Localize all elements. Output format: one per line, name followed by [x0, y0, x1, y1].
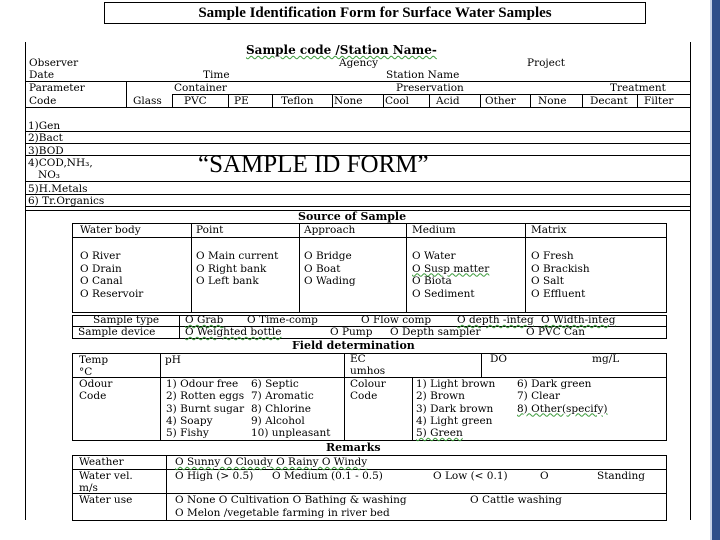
odour-option: 4) Soapy: [166, 414, 213, 427]
param-col-divider: [228, 94, 229, 107]
odour-label: Odour: [79, 378, 113, 390]
sample-type-label: Sample type: [93, 314, 160, 326]
source-option: O Wading: [304, 275, 356, 287]
param-row: 3)BOD: [28, 145, 64, 157]
odour-option: 8) Chlorine: [251, 402, 311, 415]
source-option: O Sediment: [412, 287, 475, 300]
water-vel-option: O High (> 0.5): [175, 470, 254, 482]
param-row: 1)Gen: [28, 120, 61, 132]
source-option: O Susp matter: [412, 262, 490, 275]
sample-device-option: O PVC Can: [526, 326, 586, 338]
source-option: O River: [80, 250, 121, 262]
colour-option: 8) Other(specify): [517, 402, 608, 415]
water-vel-option: O: [540, 470, 549, 482]
source-option: O Drain: [80, 262, 122, 275]
sample-device-option: O Pump: [330, 326, 373, 338]
preservation-label: Preservation: [396, 82, 464, 94]
param-col-cool: Cool: [385, 95, 410, 107]
remarks-title: Remarks: [326, 441, 381, 454]
param-row: 5)H.Metals: [28, 183, 88, 195]
project-label: Project: [527, 57, 565, 69]
colour-option: 4) Light green: [416, 414, 493, 427]
treatment-label: Treatment: [610, 82, 666, 94]
param-col-divider: [332, 94, 333, 107]
param-col-divider: [172, 94, 173, 107]
odour-option: 10) unpleasant: [251, 427, 331, 440]
date-label: Date: [29, 69, 55, 81]
do-unit: mg/L: [592, 353, 620, 365]
weather-label: Weather: [79, 456, 124, 468]
field-divider-2: [344, 353, 345, 441]
station-name-label: Station Name: [386, 69, 460, 81]
sample-type-option: O Time-comp: [247, 314, 318, 326]
param-col-divider: [272, 94, 273, 107]
code-label: Code: [29, 95, 57, 107]
sample-type-option: O Flow comp: [361, 314, 432, 326]
param-row-line: [25, 181, 691, 182]
odour-option: 5) Fishy: [166, 427, 209, 440]
param-col-other: Other: [485, 95, 516, 107]
sample-type-option: O Width-integ: [541, 314, 616, 326]
sample-device-option: O Weighted bottle: [185, 326, 282, 338]
remarks-divider: [166, 455, 167, 521]
source-option: O Reservoir: [80, 287, 144, 300]
water-use-label: Water use: [79, 494, 133, 506]
param-row: 6) Tr.Organics: [28, 195, 105, 207]
weather-options: O Sunny O Cloudy O Rainy O Windy: [175, 456, 368, 468]
param-col-filter: Filter: [644, 95, 674, 107]
watermark-text: “SAMPLE ID FORM”: [198, 151, 429, 178]
colour-label: Colour: [350, 378, 386, 390]
colour-option: 6) Dark green: [517, 378, 592, 390]
param-col-decant: Decant: [590, 95, 628, 107]
slide-edge-bar: [712, 0, 720, 540]
param-col-none: None: [334, 95, 363, 107]
source-option: O Canal: [80, 275, 123, 287]
source-divider-1: [191, 223, 192, 313]
sample-type-divider: [179, 315, 180, 339]
temp-label: Temp: [79, 354, 109, 366]
form-title: Sample Identification Form for Surface Water Samples: [104, 2, 646, 24]
source-option: O Water: [412, 250, 456, 262]
field-divider-1: [160, 353, 161, 441]
source-header: Medium: [412, 224, 456, 236]
odour-code-label: Code: [79, 390, 107, 402]
water-use-options-2: O Cattle washing: [470, 494, 562, 506]
param-row-line: [25, 194, 691, 195]
colour-option: 1) Light brown: [416, 378, 496, 390]
source-option: O Salt: [531, 275, 564, 287]
odour-option: 1) Odour free: [166, 378, 239, 390]
water-vel-unit: m/s: [79, 482, 98, 494]
param-col-pe: PE: [234, 95, 249, 107]
source-option: O Effluent: [531, 287, 586, 300]
colour-option: 5) Green: [416, 427, 463, 440]
source-option: O Bridge: [304, 250, 352, 262]
param-col-divider: [637, 94, 638, 107]
source-divider-4: [525, 223, 526, 313]
temp-unit: °C: [79, 366, 93, 378]
param-table-top: [25, 81, 691, 82]
field-title: Field determination: [292, 339, 415, 352]
param-col-glass: Glass: [133, 95, 162, 107]
param-col-none: None: [538, 95, 567, 107]
source-header: Matrix: [531, 224, 567, 236]
param-col-divider: [530, 94, 531, 107]
source-divider-2: [299, 223, 300, 313]
param-col-divider: [429, 94, 430, 107]
colour-option: 2) Brown: [416, 390, 465, 403]
param-row: 2)Bact: [28, 132, 63, 144]
odour-option: 7) Aromatic: [251, 390, 314, 403]
source-title: Source of Sample: [298, 210, 407, 223]
water-vel-option: O Low (< 0.1): [433, 470, 508, 482]
colour-code-label: Code: [350, 390, 378, 402]
field-divider-3: [412, 377, 413, 441]
colour-option: 7) Clear: [517, 390, 560, 403]
sample-type-option: O depth -integ: [457, 314, 534, 326]
param-col-divider: [480, 94, 481, 107]
source-option: O Main current: [196, 250, 279, 262]
source-option: O Boat: [304, 262, 341, 275]
water-use-options-3: O Melon /vegetable farming in river bed: [175, 507, 390, 519]
colour-option: 3) Dark brown: [416, 402, 494, 415]
source-option: O Biota: [412, 275, 452, 287]
time-label: Time: [203, 69, 230, 81]
source-header-line: [72, 237, 667, 238]
water-vel-option: O Medium (0.1 - 0.5): [272, 470, 383, 482]
source-option: O Brackish: [531, 262, 590, 275]
agency-label: Agency: [339, 57, 379, 69]
source-header: Water body: [80, 224, 141, 236]
param-col-divider: [582, 94, 583, 107]
odour-option: 6) Septic: [251, 378, 299, 390]
param-row: 4)COD,NH₃,: [28, 157, 93, 169]
water-vel-label: Water vel.: [79, 470, 133, 482]
water-vel-option: Standing: [597, 470, 645, 482]
source-header: Approach: [304, 224, 356, 236]
observer-label: Observer: [29, 57, 79, 69]
odour-option: 9) Alcohol: [251, 414, 305, 427]
ec-label: EC: [350, 353, 366, 365]
param-row-line: [25, 206, 691, 207]
container-label: Container: [174, 82, 227, 94]
param-row-line: [25, 131, 691, 132]
do-label: DO: [490, 353, 508, 365]
parameter-label: Parameter: [29, 82, 85, 94]
param-header-bottom: [25, 107, 691, 108]
sample-device-option: O Depth sampler: [390, 326, 481, 338]
source-option: O Left bank: [196, 275, 259, 287]
param-col-acid: Acid: [436, 95, 460, 107]
odour-option: 3) Burnt sugar: [166, 402, 245, 415]
source-option: O Right bank: [196, 262, 267, 275]
param-col-pvc: PVC: [184, 95, 207, 107]
param-col-teflon: Teflon: [281, 95, 314, 107]
water-use-options-1: O None O Cultivation O Bathing & washing: [175, 494, 407, 506]
source-divider-3: [406, 223, 407, 313]
source-header: Point: [196, 224, 224, 236]
param-row: NO₃: [38, 169, 61, 181]
param-col-divider: [383, 94, 384, 107]
source-option: O Fresh: [531, 250, 574, 262]
param-col-divider: [126, 81, 127, 107]
param-row-line: [25, 143, 691, 144]
field-divider-4: [481, 353, 482, 377]
sample-device-label: Sample device: [78, 326, 156, 338]
sample-type-option: O Grab: [185, 314, 224, 326]
ec-unit: umhos: [350, 365, 386, 377]
sample-code-label: Sample code /Station Name-: [246, 43, 437, 57]
odour-option: 2) Rotten eggs: [166, 390, 245, 403]
ph-label: pH: [165, 354, 181, 366]
